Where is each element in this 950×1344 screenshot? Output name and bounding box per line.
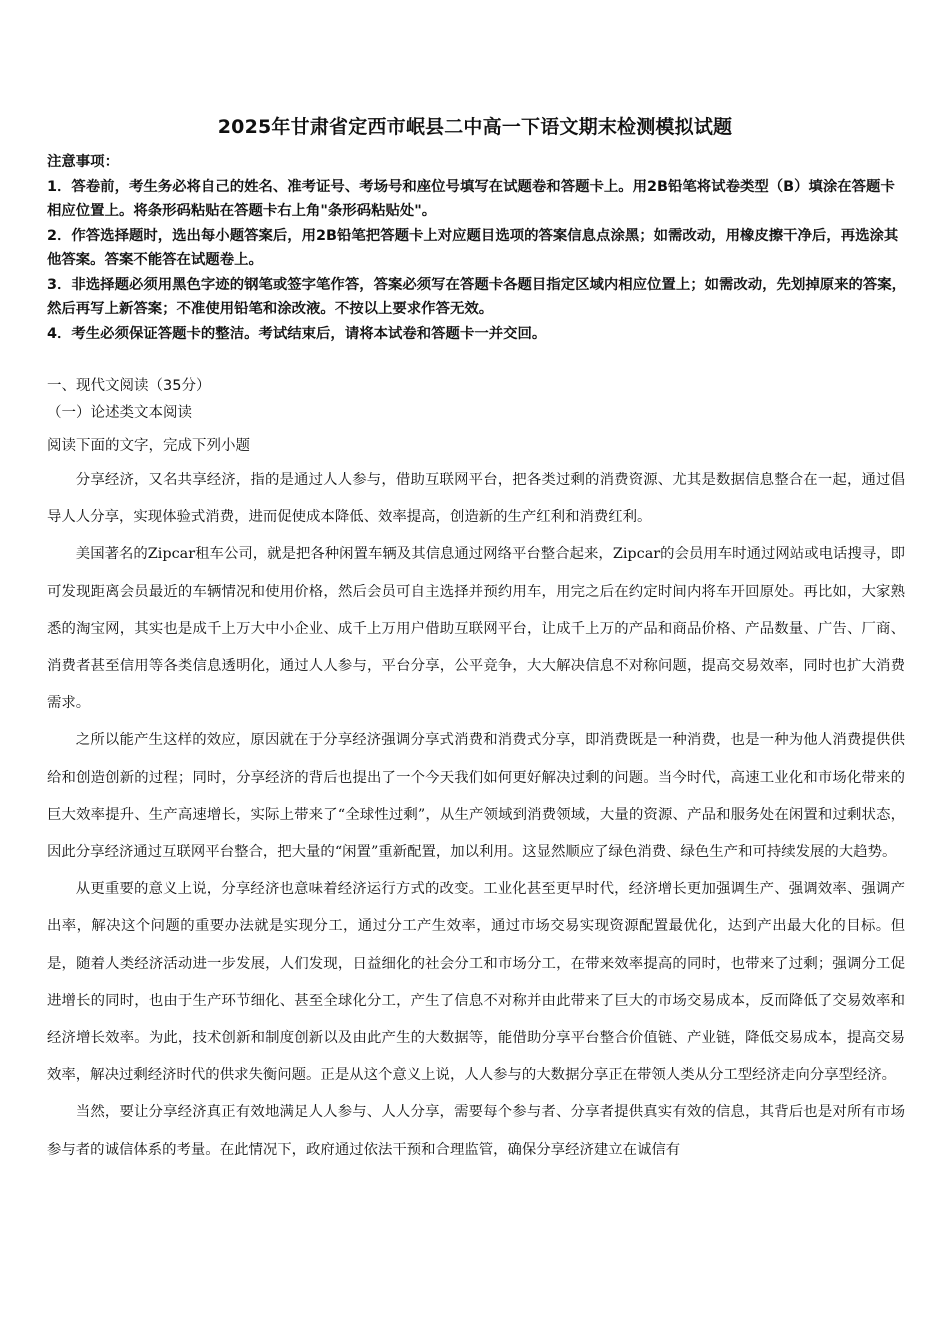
notice-heading: 注意事项：	[47, 154, 119, 170]
reading-passage	[47, 462, 905, 1169]
passage-paragraph: 美国著名的Zipcar租车公司，就是把各种闲置车辆及其信息通过网络平台整合起来，Zipcar的会员用车时通过网站或电话搜寻，即可发现距离会员最近的车辆情况和使用价格，然后会员可自主选择并预约用车，用完之后在约定时间内将车开回原处。再比如，大家熟悉的淘宝网，其实也是成千上万大中小企业、成千上万用户借助互联网平台，让成千上万的产品和商品价格、产品数量、广告、厂商、消费者甚至信用等各类信息透明化，通过人人参与，平台分享，公平竞争，大大解决信息不对称问题，提高交易效率，同时也扩大消费需求。	[47, 546, 905, 712]
exam-title: 2025年甘肃省定西市岷县二中高一下语文期末检测模拟试题	[217, 116, 733, 138]
reading-instruction: 阅读下面的文字，完成下列小题	[47, 438, 250, 454]
passage-paragraph: 当然，要让分享经济真正有效地满足人人参与、人人分享，需要每个参与者、分享者提供真实有效的信息，其背后也是对所有市场参与者的诚信体系的考量。在此情况下，政府通过依法干预和合理监管，确保分享经济建立在诚信有	[47, 1104, 905, 1158]
passage-paragraph: 分享经济，又名共享经济，指的是通过人人参与，借助互联网平台，把各类过剩的消费资源、尤其是数据信息整合在一起，通过倡导人人分享，实现体验式消费，进而促使成本降低、效率提高，创造新的生产红利和消费红利。	[47, 472, 905, 526]
notice-item: 1．答卷前，考生务必将自己的姓名、准考证号、考场号和座位号填写在试题卷和答题卡上。用2B铅笔将试卷类型（B）填涂在答题卡相应位置上。将条形码粘贴在答题卡右上角"条形码粘贴处"。	[47, 178, 895, 219]
notice-block	[47, 150, 907, 346]
section-subtitle: （一）论述类文本阅读	[47, 405, 192, 421]
notice-item: 2．作答选择题时，选出每小题答案后，用2B铅笔把答题卡上对应题目选项的答案信息点涂黑；如需改动，用橡皮擦干净后，再选涂其他答案。答案不能答在试题卷上。	[47, 227, 899, 268]
passage-paragraph: 之所以能产生这样的效应，原因就在于分享经济强调分享式消费和消费式分享，即消费既是一种消费，也是一种为他人消费提供供给和创造创新的过程；同时，分享经济的背后也提出了一个今天我们如何更好解决过剩的问题。当今时代，高速工业化和市场化带来的巨大效率提升、生产高速增长，实际上带来了“全球性过剩”，从生产领域到消费领域，大量的资源、产品和服务处在闲置和过剩状态，因此分享经济通过互联网平台整合，把大量的“闲置”重新配置，加以利用。这显然顺应了绿色消费、绿色生产和可持续发展的大趋势。	[47, 732, 905, 861]
notice-item: 3．非选择题必须用黑色字迹的钢笔或签字笔作答，答案必须写在答题卡各题目指定区域内相应位置上；如需改动，先划掉原来的答案，然后再写上新答案；不准使用铅笔和涂改液。不按以上要求作答无效。	[47, 276, 907, 317]
passage-paragraph: 从更重要的意义上说，分享经济也意味着经济运行方式的改变。工业化甚至更早时代，经济增长更加强调生产、强调效率、强调产出率，解决这个问题的重要办法就是实现分工，通过分工产生效率，通过市场交易实现资源配置最优化，达到产出最大化的目标。但是，随着人类经济活动进一步发展，人们发现，日益细化的社会分工和市场分工，在带来效率提高的同时，也带来了过剩；强调分工促进增长的同时，也由于生产环节细化、甚至全球化分工，产生了信息不对称并由此带来了巨大的市场交易成本，反而降低了交易效率和经济增长效率。为此，技术创新和制度创新以及由此产生的大数据等，能借助分享平台整合价值链、产业链，降低交易成本，提高交易效率，解决过剩经济时代的供求失衡问题。正是从这个意义上说，人人参与的大数据分享正在带领人类从分工型经济走向分享型经济。	[47, 881, 905, 1084]
notice-item: 4．考生必须保证答题卡的整洁。考试结束后，请将本试卷和答题卡一并交回。	[47, 325, 547, 342]
section-title: 一、现代文阅读（35分）	[47, 378, 211, 394]
